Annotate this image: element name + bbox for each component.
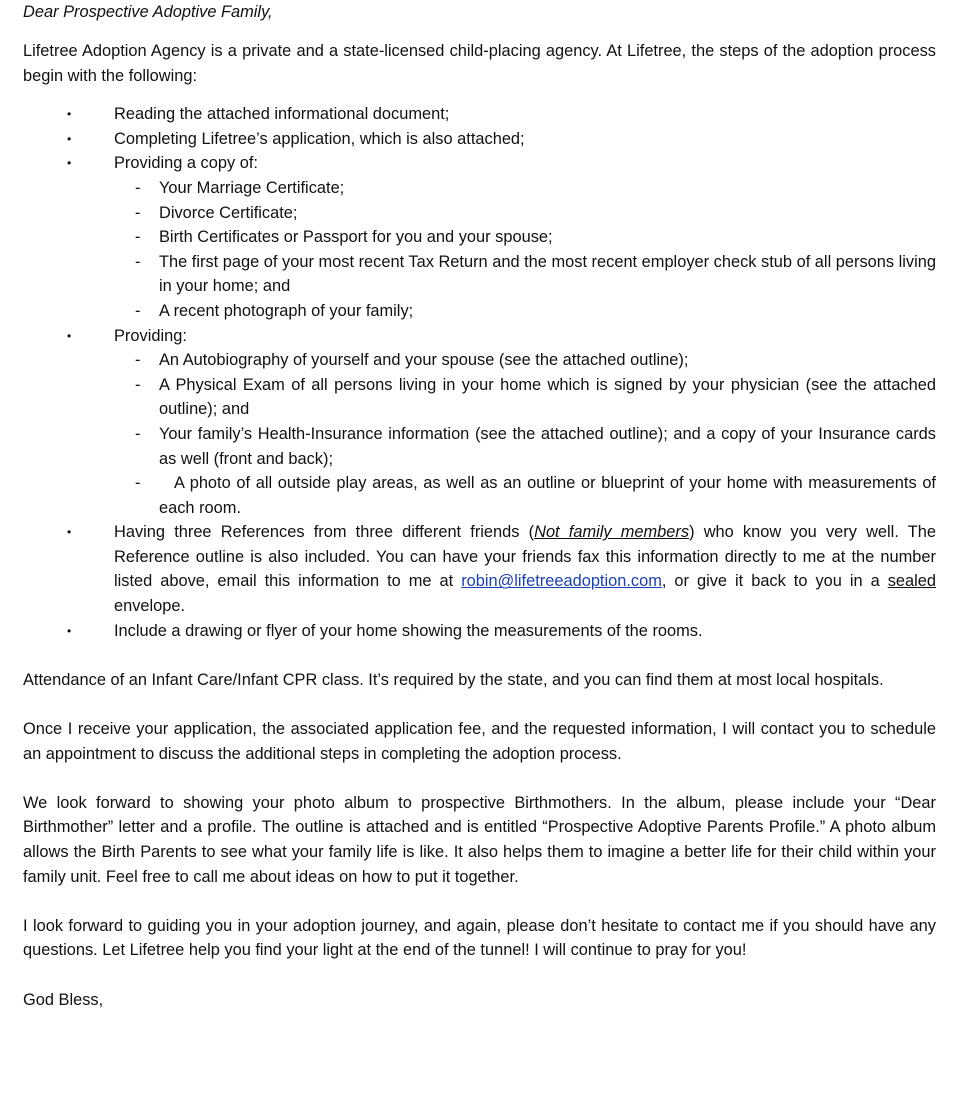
sub-item-text: A photo of all outside play areas, as well as an outline or blueprint of your home with measurements of each room. xyxy=(159,474,936,517)
references-text-part2: ) who know you very well. The Reference outline is also included. You can have your friends fax this information directly to me at the number listed above, email this information to me at xyxy=(114,523,936,591)
sub-list-item xyxy=(114,250,936,299)
bullet-icon: • xyxy=(67,328,72,343)
dash-icon: - xyxy=(135,228,141,247)
closing-paragraph: I look forward to guiding you in your adoption journey, and again, please don’t hesitate to contact me if you should have any questions. Let Lifetree help you find your light at the end of the tunnel! I will continue to pray for you! xyxy=(23,916,936,960)
sub-item-text: Your Marriage Certificate; xyxy=(159,178,345,197)
dash-icon: - xyxy=(135,375,141,394)
step-text: Completing Lifetree’s application, which is also attached; xyxy=(114,129,525,148)
sub-list-item xyxy=(114,422,936,471)
step-text-references xyxy=(114,520,936,618)
sub-list xyxy=(114,348,936,520)
sub-item-text: A Physical Exam of all persons living in your home which is signed by your physician (see the attached outline); and xyxy=(159,375,936,419)
greeting: Dear Prospective Adoptive Family, xyxy=(23,3,273,21)
dash-icon: - xyxy=(135,474,141,493)
sub-list-item xyxy=(114,471,936,520)
sub-item-text: Your family’s Health-Insurance information (see the attached outline); and a copy of your Insurance cards as well (front and back); xyxy=(159,424,936,468)
step-text: Include a drawing or flyer of your home showing the measurements of the rooms. xyxy=(114,621,703,640)
list-item xyxy=(23,151,936,323)
letter-page xyxy=(23,0,936,1012)
bullet-icon: • xyxy=(67,131,72,146)
step-text: Providing a copy of: xyxy=(114,154,258,173)
references-text-part3: , or give it back to you in a xyxy=(661,572,888,591)
sub-item-text: Birth Certificates or Passport for you and your spouse; xyxy=(159,228,553,247)
list-item xyxy=(23,619,936,644)
dash-icon: - xyxy=(135,351,141,370)
email-link[interactable]: robin@lifetreeadoption.com xyxy=(461,572,662,591)
sub-list-item xyxy=(114,176,936,201)
photo-album-paragraph: We look forward to showing your photo album to prospective Birthmothers. In the album, please include your “Dear Birthmother” letter and a profile. The outline is attached and is entitled “Prospective Adoptive Parents Profile.” A photo album allows the Birth Parents to see what your family life is like. It also helps them to imagine a better life for their child within your family unit. Feel free to call me about ideas on how to put it together. xyxy=(23,793,936,886)
list-item xyxy=(23,324,936,521)
sub-list xyxy=(114,176,936,324)
sub-item-text: An Autobiography of yourself and your spouse (see the attached outline); xyxy=(159,351,689,370)
application-paragraph: Once I receive your application, the associated application fee, and the requested information, I will contact you to schedule an appointment to discuss the additional steps in completing the adoption process. xyxy=(23,720,936,763)
step-text: Providing: xyxy=(114,326,187,345)
list-item xyxy=(23,127,936,152)
bullet-icon: • xyxy=(67,156,72,171)
sealed-emphasis: sealed xyxy=(887,572,937,591)
references-text-part1: Having three References from three different friends ( xyxy=(114,523,535,542)
intro-paragraph: Lifetree Adoption Agency is a private and a state-licensed child-placing agency. At Lifetree, the steps of the adoption process begin with the following: xyxy=(23,42,936,85)
dash-icon: - xyxy=(135,252,141,271)
steps-list xyxy=(23,102,936,643)
sub-list-item xyxy=(114,299,936,324)
dash-icon: - xyxy=(135,203,141,222)
list-item xyxy=(23,520,936,618)
step-text: Reading the attached informational document; xyxy=(114,105,450,124)
sub-item-text: Divorce Certificate; xyxy=(159,203,298,222)
dash-icon: - xyxy=(135,178,141,197)
bullet-icon: • xyxy=(67,525,72,540)
sub-list-item xyxy=(114,201,936,226)
sub-list-item xyxy=(114,348,936,373)
sub-item-text: A recent photograph of your family; xyxy=(159,301,414,320)
list-item xyxy=(23,102,936,127)
sub-item-text: The first page of your most recent Tax Return and the most recent employer check stub of all persons living in your home; and xyxy=(159,252,936,296)
dash-icon: - xyxy=(135,301,141,320)
bullet-icon: • xyxy=(67,107,72,122)
sub-list-item xyxy=(114,373,936,422)
bullet-icon: • xyxy=(67,623,72,638)
cpr-paragraph: Attendance of an Infant Care/Infant CPR class. It’s required by the state, and you can find them at most local hospitals. xyxy=(23,670,884,689)
signoff: God Bless, xyxy=(23,990,104,1009)
sub-list-item xyxy=(114,225,936,250)
not-family-emphasis: Not family members xyxy=(534,523,690,542)
references-text-part4: envelope. xyxy=(114,597,186,616)
dash-icon: - xyxy=(135,424,141,443)
